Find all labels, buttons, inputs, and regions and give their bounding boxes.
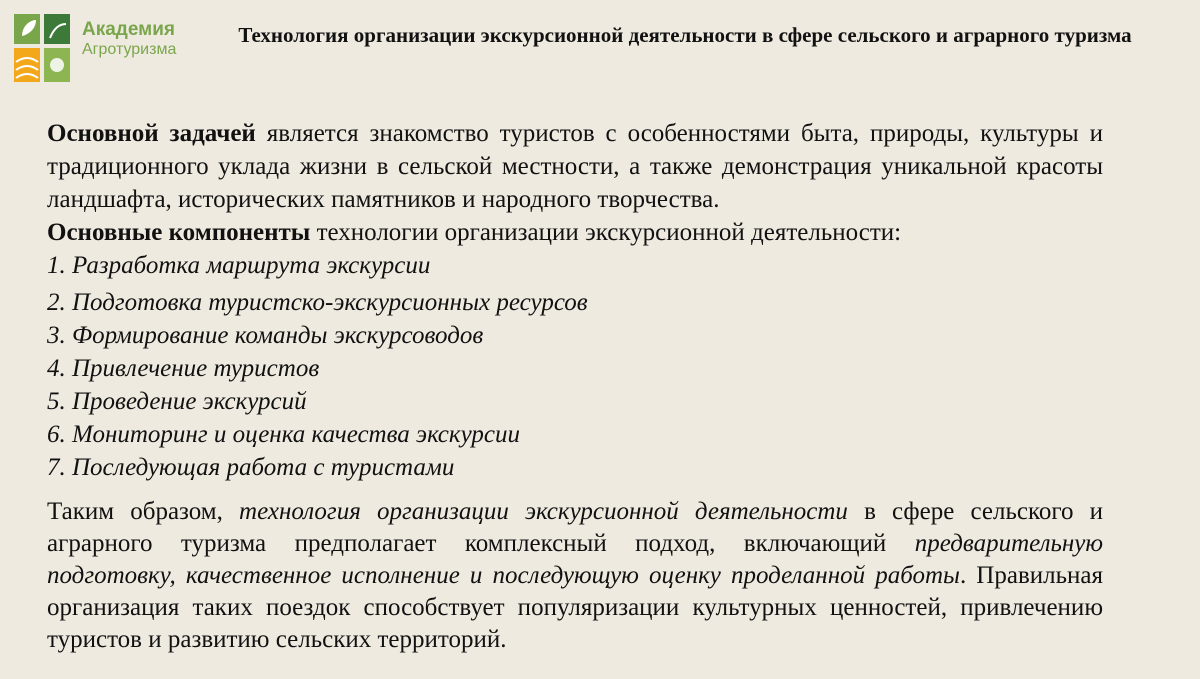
conclusion-italic1: технология организации экскурсионной деятельности	[239, 498, 848, 525]
logo-text	[82, 20, 176, 59]
conclusion-part3: . Правильная организация таких поездок способствует популяризации культурных ценностей, привлечению туристов и развитию сельских территорий.	[47, 562, 1103, 653]
conclusion-paragraph	[47, 496, 1103, 656]
components-list	[47, 249, 1103, 484]
intro-paragraph	[47, 117, 1103, 216]
conclusion-part2: в сфере сельского и аграрного туризма предполагает комплексный подход, включающий	[47, 498, 1103, 557]
conclusion-italic2: предварительную подготовку, качественное исполнение и последующую оценку проделанной работы	[47, 530, 1103, 589]
list-item: 5. Проведение экскурсий	[47, 388, 307, 415]
logo	[14, 14, 184, 84]
page-title: Технология организации экскурсионной деятельности в сфере сельского и аграрного туризма	[238, 23, 1132, 47]
main-content	[47, 117, 1103, 656]
list-item: 4. Привлечение туристов	[47, 355, 320, 382]
list-item: 3. Формирование команды экскурсоводов	[47, 322, 484, 349]
components-bold: Основные компоненты	[47, 219, 311, 246]
logo-name: Академия	[82, 19, 175, 40]
components-heading	[47, 216, 1103, 249]
academy-logo-icon	[14, 14, 70, 82]
intro-text: является знакомство туристов с особенностями быта, природы, культуры и традиционного уклада жизни в сельской местности, а также демонстрация уникальной красоты ландшафта, исторических памятников и народного творчества.	[47, 120, 1103, 213]
list-item: 7. Последующая работа с туристами	[47, 454, 455, 481]
list-item: 2. Подготовка туристско-экскурсионных ресурсов	[47, 289, 588, 316]
logo-subtitle: Агротуризма	[82, 40, 177, 58]
conclusion-part1: Таким образом,	[47, 498, 240, 525]
list-item: 1. Разработка маршрута экскурсии	[47, 252, 431, 279]
list-item: 6. Мониторинг и оценка качества экскурсии	[47, 421, 520, 448]
components-text: технологии организации экскурсионной деятельности:	[310, 219, 902, 246]
intro-bold: Основной задачей	[47, 120, 256, 147]
